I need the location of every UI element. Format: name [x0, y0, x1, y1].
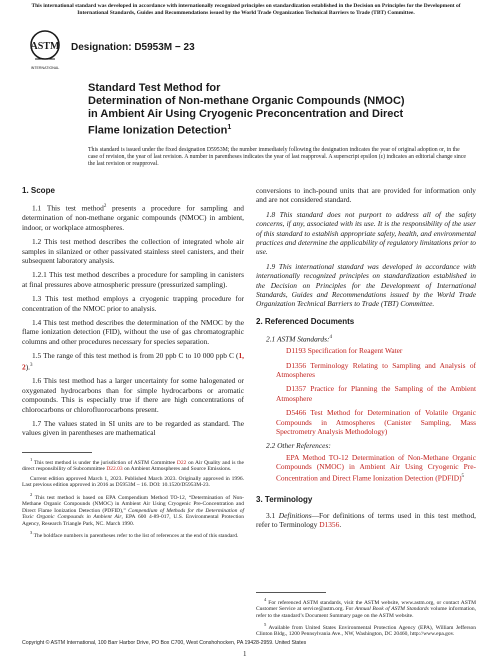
- astm-logo-icon: [29, 29, 61, 79]
- para-1-6: 1.6 This test method has a larger uncertainty for some halogenated or oxygenated hydrocarbons than for simple hydrocarbons or aromatic compounds. This is especially true if there are high concentrations of chlorocarbons or chlorofluorocarbons present.: [22, 376, 244, 414]
- page-number: 1: [243, 650, 247, 658]
- copyright-line: Copyright © ASTM International, 100 Barr Harbor Drive, PO Box C700, West Conshohocken, PA 19428-2959. United States: [22, 640, 307, 646]
- ref-item[interactable]: D5466 Test Method for Determination of Volatile Organic Compounds in Atmospheres (Canister Sampling, Mass Spectrometry Analysis Methodology): [276, 408, 476, 436]
- section-1-heading: 1. Scope: [22, 186, 55, 195]
- ref-item[interactable]: D1357 Practice for Planning the Sampling of the Ambient Atmosphere: [276, 384, 476, 403]
- ref-item[interactable]: D1193 Specification for Reagent Water: [286, 346, 403, 356]
- para-1-7-cont: conversions to inch-pound units that are provided for information only and are not considered standard.: [256, 186, 476, 205]
- ref-code-link: D1356: [286, 360, 307, 370]
- para-1-3: 1.3 This test method employs a cryogenic trapping procedure for concentration of the NMOC prior to analysis.: [22, 294, 244, 313]
- footnote-divider: [22, 452, 92, 453]
- footnote-1-edition: Current edition approved March 1, 2023. Published March 2023. Originally approved in 1996. Last previous edition approved in 2016 as D5953M – 16. DOI: 10.1520/D5953M-23.: [22, 475, 244, 489]
- ref-code-link: D5466: [286, 408, 307, 418]
- footnote-4: $^4$ For referenced ASTM standards, visit the ASTM website, www.astm.org, or contact ASTM Customer Service at service@astm.org. For Annual Book of ASTM Standards volume information, refer to the standard’s Document Summary page on the ASTM website.: [256, 596, 477, 619]
- footnote-2: $^2$ This test method is based on EPA Compendium Method TO-12, “Determination of Non-Methane Organic Compounds (NMOC) in Ambient Air Using Cryogenic Pre-Concentration and Direct Flame Ionization Detection (PDFID),” Compendium of Methods for the Determination of Toxic Organic Compounds in Ambient Air, EPA 600 4-89-017, U.S. Environmental Protection Agency, Research Triangle Park, NC. March 1990.: [22, 491, 244, 527]
- svg-text:INTERNATIONAL: INTERNATIONAL: [30, 66, 60, 70]
- right-column: [256, 186, 476, 641]
- svg-text:ASTM: ASTM: [30, 41, 60, 52]
- left-column: [22, 186, 244, 542]
- footnote-1: $^1$ This test method is under the jurisdiction of ASTM Committee D22 on Air Quality and is the direct responsibility of Subcommittee D22.03 on Ambient Atmospheres and Source Emissions.: [22, 456, 245, 473]
- section-3-heading: 3. Terminology: [256, 494, 313, 504]
- epa-ref-item[interactable]: EPA Method TO-12 Determination of Non-Methane Organic Compounds (NMOC) in Ambient Air Using Cryogenic Pre-Concentration and Direct Flame Ionization Detection (PDFID)$^5$: [276, 452, 476, 483]
- title-line-2: Determination of Non-methane Organic Compounds (NMOC): [88, 95, 405, 107]
- terminology-link[interactable]: D1356: [319, 520, 340, 530]
- designation: Designation: D5953M − 23: [71, 42, 195, 53]
- section-2-heading: 2. Referenced Documents: [256, 316, 355, 326]
- para-1-1: 1.1 This test method$^2$ presents a procedure for sampling and determination of non-methane organic compounds (NMOC) in ambient, indoor, or workplace atmospheres.: [22, 203, 245, 232]
- para-1-8: 1.8 This standard does not purport to address all of the safety concerns, if any, associated with its use. It is the responsibility of the user of this standard to establish appropriate safety, health, and environmental practices and determine the applicability of regulatory limitations prior to use.: [256, 209, 476, 257]
- title-line-1: Standard Test Method for: [88, 82, 221, 94]
- para-1-2-1: 1.2.1 This test method describes a procedure for sampling in canisters at final pressures above atmospheric pressure (pressurized sampling).: [22, 270, 244, 289]
- para-1-2: 1.2 This test method describes the collection of integrated whole air samples in silanized or other passivated stainless steel canisters, and their subsequent laboratory analysis.: [22, 237, 244, 265]
- subcommittee-link[interactable]: D22.03: [106, 466, 123, 473]
- ref-item[interactable]: D1356 Terminology Relating to Sampling and Analysis of Atmospheres: [276, 360, 476, 379]
- footnote-5: $^5$ Available from United States Environmental Protection Agency (EPA), William Jefferson Clinton Bldg., 1200 Pennsylvania Ave., NW, Washington, DC 20460, http://www.epa.gov.: [256, 622, 476, 638]
- document-title: [88, 82, 468, 138]
- committee-link[interactable]: D22: [176, 459, 187, 466]
- footnotes-left: [22, 457, 244, 539]
- para-1-4: 1.4 This test method describes the determination of the NMOC by the flame ionization detection (FID), without the use of gas chromatographic columns and other procedures necessary for species separation.: [22, 317, 244, 346]
- reference-link[interactable]: 1, 2: [22, 351, 244, 372]
- para-1-9: 1.9 This international standard was developed in accordance with internationally recognized principles on standardization established in the Decision on Principles for the Development of International Standards, Guides and Recommendations issued by the World Trade Organization Technical Barriers to Trade (TBT) Committee.: [256, 261, 476, 309]
- astm-standards-label: 2.1 ASTM Standards:$^4$: [266, 334, 332, 344]
- title-line-4: Flame Ionization Detection$^1$: [88, 124, 232, 137]
- other-references-label: 2.2 Other References:: [266, 441, 331, 451]
- para-3-1: 3.1 Definitions—For definitions of terms used in this test method, refer to Terminology D1356.: [256, 510, 476, 530]
- ref-code-link: D1357: [286, 384, 307, 394]
- footnote-divider: [256, 592, 326, 593]
- para-1-5: 1.5 The range of this test method is from 20 ppb C to 10 000 ppb C (1, 2).$^3$: [22, 351, 244, 372]
- para-1-7: 1.7 The values stated in SI units are to be regarded as standard. The values given in parentheses are mathematical: [22, 419, 244, 438]
- title-footnote-marker: 1: [227, 124, 232, 131]
- ref-code-link: D1193: [286, 346, 306, 356]
- title-line-3: in Ambient Air Using Cryogenic Preconcentration and Direct: [88, 108, 404, 120]
- tbt-notice: This international standard was developed in accordance with internationally recognized principles on standardization established in the Decision on Principles for the Development of International Standards, Guides and Recommendations issued by the World Trade Organization Technical Barriers to Trade (TBT) Committee.: [31, 3, 461, 16]
- footnote-3: $^3$ The boldface numbers in parentheses refer to the list of references at the end of this standard.: [30, 530, 239, 539]
- footnotes-right: [256, 597, 476, 638]
- issuance-note: This standard is issued under the fixed designation D5953M; the number immediately following the designation indicates the year of original adoption or, in the case of revision, the year of last revision. A number in parentheses indicates the year of last reapproval. A superscript epsilon (ε) indicates an editorial change since the last revision or reapproval.: [88, 147, 466, 168]
